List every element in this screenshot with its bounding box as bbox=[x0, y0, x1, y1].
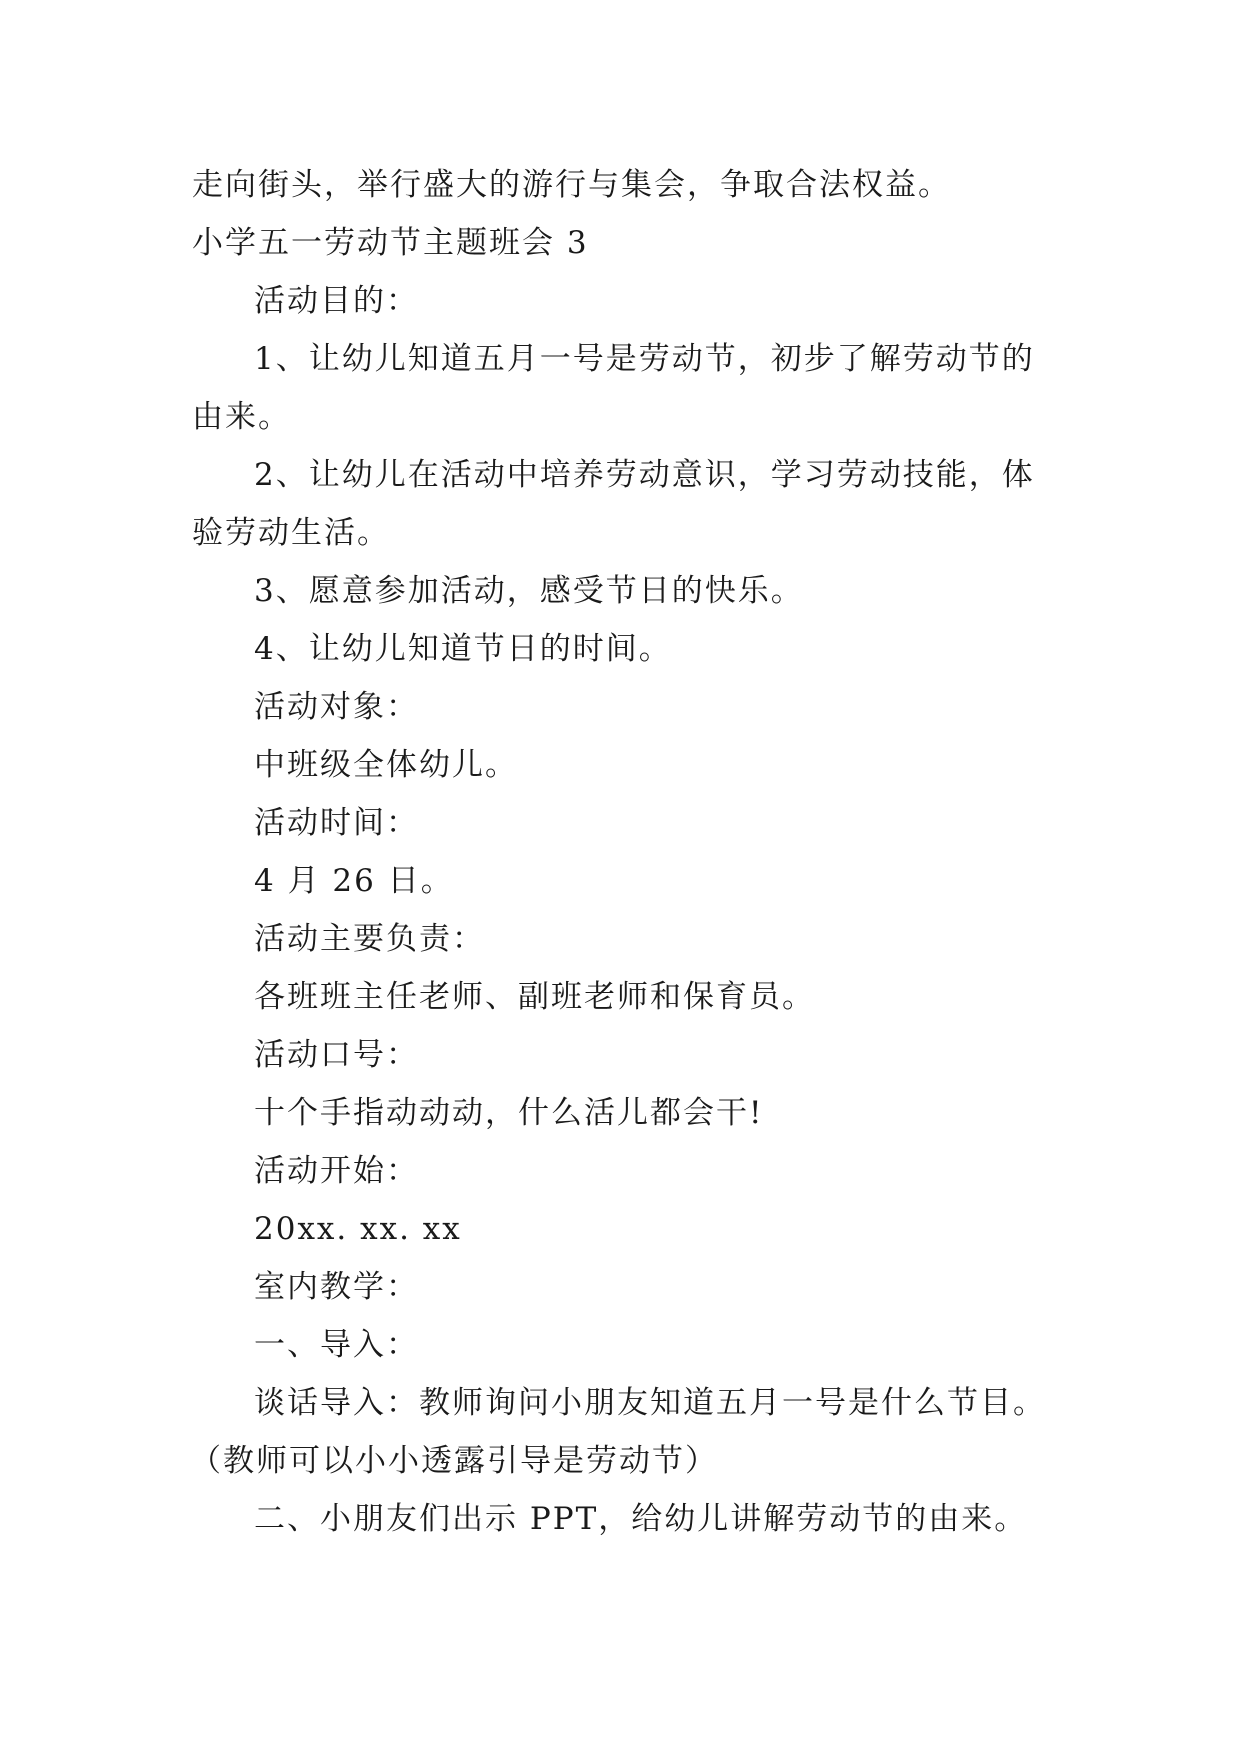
step-2-text: 二、小朋友们出示 PPT，给幼儿讲解劳动节的由来。 bbox=[254, 1501, 1028, 1537]
slogan: 十个手指动动动，什么活儿都会干! bbox=[254, 1095, 764, 1131]
label-activity-start: 活动开始： bbox=[254, 1153, 419, 1189]
label-indoor-teaching: 室内教学： bbox=[254, 1269, 419, 1305]
goal-item-1: 1、让幼儿知道五月一号是劳动节，初步了解劳动节的 bbox=[254, 341, 1035, 377]
label-slogan: 活动口号： bbox=[254, 1037, 419, 1073]
step-1-heading: 一、导入： bbox=[254, 1327, 419, 1363]
paragraph-continuation: 走向街头，举行盛大的游行与集会，争取合法权益。 bbox=[192, 167, 951, 203]
label-activity-goal: 活动目的： bbox=[254, 283, 419, 319]
step-1-note: （教师可以小小透露引导是劳动节） bbox=[190, 1443, 718, 1479]
activity-time: 4 月 26 日。 bbox=[254, 863, 454, 899]
section-heading: 小学五一劳动节主题班会 3 bbox=[192, 225, 589, 261]
label-activity-target: 活动对象： bbox=[254, 689, 419, 725]
goal-item-1-continuation: 由来。 bbox=[192, 399, 291, 435]
goal-item-3: 3、愿意参加活动，感受节日的快乐。 bbox=[254, 573, 804, 609]
goal-item-4: 4、让幼儿知道节日的时间。 bbox=[254, 631, 672, 667]
goal-item-2-continuation: 验劳动生活。 bbox=[192, 515, 390, 551]
goal-item-2: 2、让幼儿在活动中培养劳动意识，学习劳动技能，体 bbox=[254, 457, 1035, 493]
responsible: 各班班主任老师、副班老师和保育员。 bbox=[254, 979, 815, 1015]
label-activity-time: 活动时间： bbox=[254, 805, 419, 841]
step-1-text: 谈话导入：教师询问小朋友知道五月一号是什么节目。 bbox=[254, 1385, 1046, 1421]
activity-target: 中班级全体幼儿。 bbox=[254, 747, 518, 783]
activity-start-date: 20xx. xx. xx bbox=[254, 1211, 462, 1247]
label-responsible: 活动主要负责： bbox=[254, 921, 485, 957]
